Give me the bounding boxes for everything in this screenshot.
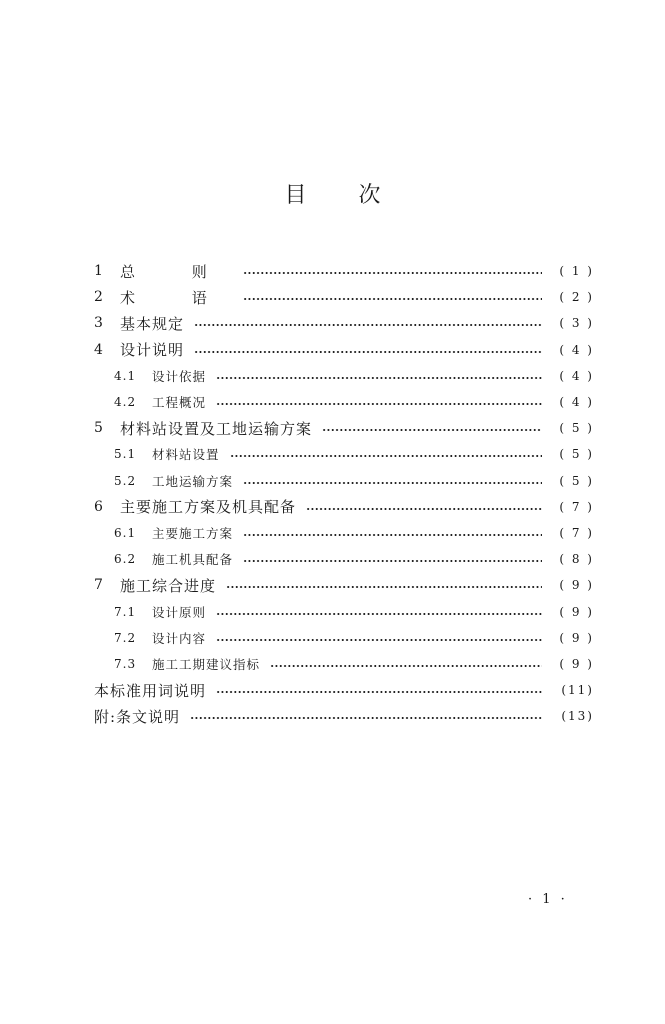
leader-dots bbox=[194, 350, 542, 354]
toc-entry-title: 材料站设置及工地运输方案 bbox=[120, 419, 313, 438]
toc-entry-title: 基本规定 bbox=[120, 314, 185, 333]
toc-entry-number: 6 bbox=[94, 498, 103, 515]
toc-entry-page: ( 9 ) bbox=[559, 578, 594, 593]
toc-entry-title: 材料站设置 bbox=[152, 447, 220, 463]
toc-entry-page: ( 7 ) bbox=[559, 525, 594, 540]
leader-dots bbox=[243, 271, 542, 275]
toc-entry-7-2[interactable] bbox=[94, 625, 594, 651]
toc-entry-7-3[interactable] bbox=[94, 651, 594, 677]
toc-entry-title: 术 语 bbox=[120, 288, 233, 307]
leader-dots bbox=[216, 612, 542, 616]
toc-entry-5-2[interactable] bbox=[94, 468, 594, 494]
toc-entry-number: 3 bbox=[94, 315, 103, 332]
toc-entry-title: 设计内容 bbox=[152, 630, 207, 646]
leader-dots bbox=[243, 533, 542, 537]
toc-entry-5-1[interactable] bbox=[94, 441, 594, 467]
toc-entry-number: 7 bbox=[94, 577, 103, 594]
toc-entry-7[interactable] bbox=[94, 572, 594, 598]
leader-dots bbox=[190, 716, 542, 720]
toc-entry-number: 4 bbox=[94, 341, 103, 358]
toc-entry-wording[interactable] bbox=[94, 677, 594, 703]
toc-entry-number: 1 bbox=[94, 263, 103, 280]
toc-entry-page: ( 5 ) bbox=[559, 447, 594, 462]
toc-entry-title: 设计原则 bbox=[152, 604, 207, 620]
leader-dots bbox=[243, 559, 542, 563]
toc-entry-title: 附:条文说明 bbox=[94, 707, 181, 726]
leader-dots bbox=[216, 690, 542, 694]
toc-entry-title: 设计依据 bbox=[152, 368, 207, 384]
toc-entry-6-1[interactable] bbox=[94, 520, 594, 546]
toc-entry-page: (11) bbox=[561, 683, 594, 698]
toc-entry-page: ( 4 ) bbox=[559, 368, 594, 383]
leader-dots bbox=[230, 454, 542, 458]
toc-entry-title: 施工工期建议指标 bbox=[152, 656, 261, 672]
toc-entry-1[interactable] bbox=[94, 258, 594, 284]
toc-entry-title: 施工综合进度 bbox=[120, 576, 217, 595]
toc-entry-title: 主要施工方案 bbox=[152, 525, 234, 541]
leader-dots bbox=[270, 664, 542, 668]
toc-entry-number: 5 bbox=[94, 420, 103, 437]
toc-entry-4-1[interactable] bbox=[94, 363, 594, 389]
toc-entry-6[interactable] bbox=[94, 494, 594, 520]
toc-entry-number: 7.1 bbox=[114, 604, 137, 619]
toc-entry-3[interactable] bbox=[94, 310, 594, 336]
toc-entry-number: 6.2 bbox=[114, 552, 137, 567]
toc-entry-page: ( 8 ) bbox=[559, 552, 594, 567]
toc-entry-page: ( 5 ) bbox=[559, 473, 594, 488]
leader-dots bbox=[216, 402, 542, 406]
toc-entry-number: 2 bbox=[94, 289, 103, 306]
toc-entry-title: 主要施工方案及机具配备 bbox=[120, 498, 297, 517]
toc-entry-number: 4.1 bbox=[114, 368, 137, 383]
page-title-char-1: 目 bbox=[284, 183, 307, 208]
leader-dots bbox=[306, 507, 542, 511]
toc-entry-number: 5.1 bbox=[114, 447, 137, 462]
toc-entry-title: 工地运输方案 bbox=[152, 473, 234, 489]
toc-entry-number: 7.2 bbox=[114, 630, 137, 645]
toc-entry-appendix[interactable] bbox=[94, 703, 594, 729]
toc-entry-2[interactable] bbox=[94, 284, 594, 310]
leader-dots bbox=[243, 297, 542, 301]
toc-entry-page: ( 4 ) bbox=[559, 342, 594, 357]
leader-dots bbox=[226, 585, 542, 589]
toc-entry-page: ( 5 ) bbox=[559, 421, 594, 436]
toc-entry-number: 7.3 bbox=[114, 656, 137, 671]
toc-entry-page: ( 2 ) bbox=[559, 290, 594, 305]
toc-entry-number: 4.2 bbox=[114, 395, 137, 410]
toc-entry-title: 总 则 bbox=[120, 262, 233, 281]
toc-entry-page: ( 4 ) bbox=[559, 395, 594, 410]
leader-dots bbox=[216, 638, 542, 642]
leader-dots bbox=[216, 376, 542, 380]
toc-entry-page: ( 9 ) bbox=[559, 630, 594, 645]
page-number: · 1 · bbox=[528, 892, 568, 907]
toc-entry-page: ( 3 ) bbox=[559, 316, 594, 331]
page-title bbox=[0, 178, 665, 209]
toc-entry-page: ( 9 ) bbox=[559, 604, 594, 619]
toc-entry-page: (13) bbox=[561, 709, 594, 724]
leader-dots bbox=[322, 428, 542, 432]
toc-entry-7-1[interactable] bbox=[94, 598, 594, 624]
toc-entry-title: 设计说明 bbox=[120, 341, 185, 360]
toc-entry-page: ( 9 ) bbox=[559, 656, 594, 671]
toc-entry-title: 工程概况 bbox=[152, 395, 207, 411]
toc-entry-title: 施工机具配备 bbox=[152, 552, 234, 568]
leader-dots bbox=[194, 323, 542, 327]
leader-dots bbox=[243, 481, 542, 485]
toc-entry-4[interactable] bbox=[94, 337, 594, 363]
table-of-contents bbox=[94, 258, 594, 729]
toc-entry-page: ( 1 ) bbox=[559, 264, 594, 279]
toc-entry-title: 本标准用词说明 bbox=[94, 681, 207, 700]
toc-entry-5[interactable] bbox=[94, 415, 594, 441]
toc-entry-6-2[interactable] bbox=[94, 546, 594, 572]
page-title-char-2: 次 bbox=[358, 183, 381, 208]
toc-entry-number: 5.2 bbox=[114, 473, 137, 488]
toc-entry-number: 6.1 bbox=[114, 525, 137, 540]
toc-entry-page: ( 7 ) bbox=[559, 499, 594, 514]
toc-entry-4-2[interactable] bbox=[94, 389, 594, 415]
